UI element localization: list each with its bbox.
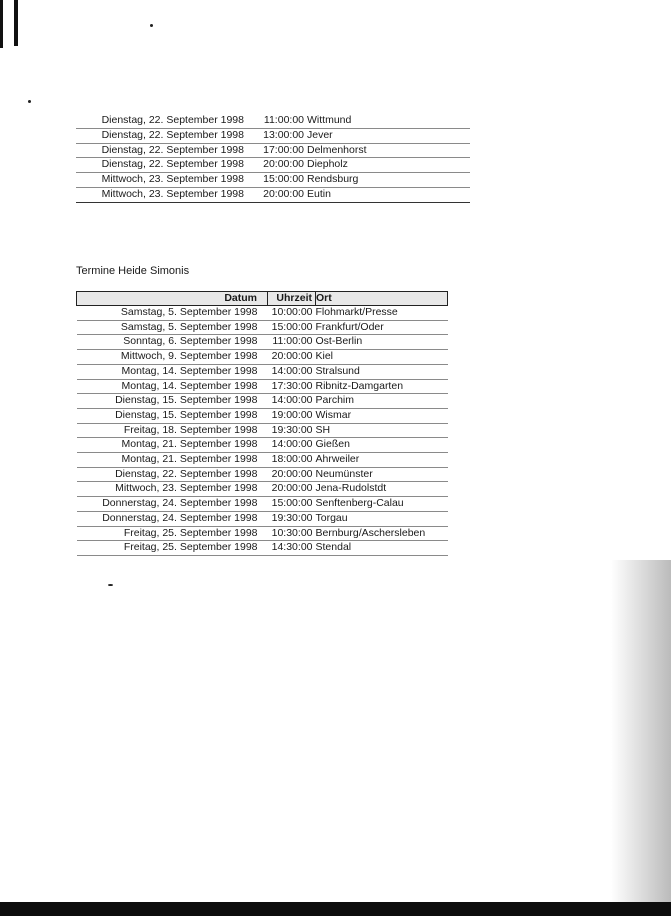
- place-cell: Frankfurt/Oder: [316, 320, 448, 335]
- table-row: [77, 497, 448, 512]
- date-cell: Samstag, 5. September 1998: [77, 320, 268, 335]
- table-row: [77, 482, 448, 497]
- time-cell: 11:00:00: [268, 335, 316, 350]
- table-row: [77, 394, 448, 409]
- date-cell: Donnerstag, 24. September 1998: [77, 511, 268, 526]
- place-cell: Rendsburg: [307, 173, 470, 188]
- place-cell: Delmenhorst: [307, 143, 470, 158]
- time-cell: 14:00:00: [268, 438, 316, 453]
- section-title: Termine Heide Simonis: [76, 265, 190, 277]
- place-cell: Ribnitz-Damgarten: [316, 379, 448, 394]
- scan-edge-mark: [14, 0, 18, 46]
- date-cell: Montag, 14. September 1998: [77, 379, 268, 394]
- time-cell: 19:30:00: [268, 511, 316, 526]
- place-cell: Stralsund: [316, 364, 448, 379]
- time-cell: 20:00:00: [256, 158, 307, 173]
- column-header-time: Uhrzeit: [268, 292, 316, 306]
- scan-speck: [150, 24, 153, 27]
- place-cell: Stendal: [316, 541, 448, 556]
- place-cell: Eutin: [307, 187, 470, 202]
- date-cell: Dienstag, 22. September 1998: [76, 158, 256, 173]
- place-cell: Torgau: [316, 511, 448, 526]
- table-row: [77, 541, 448, 556]
- place-cell: Diepholz: [307, 158, 470, 173]
- table-row: [76, 114, 470, 128]
- scan-speck: [28, 100, 31, 103]
- place-cell: Wismar: [316, 408, 448, 423]
- date-cell: Mittwoch, 9. September 1998: [77, 350, 268, 365]
- table-row: [76, 187, 470, 202]
- table-row: [76, 158, 470, 173]
- date-cell: Donnerstag, 24. September 1998: [77, 497, 268, 512]
- time-cell: 19:00:00: [268, 408, 316, 423]
- date-cell: Dienstag, 22. September 1998: [76, 128, 256, 143]
- time-cell: 20:00:00: [268, 350, 316, 365]
- place-cell: Flohmarkt/Presse: [316, 306, 448, 321]
- table-row: [77, 511, 448, 526]
- time-cell: 15:00:00: [256, 173, 307, 188]
- schedule-table-1: [76, 114, 470, 203]
- place-cell: Kiel: [316, 350, 448, 365]
- date-cell: Montag, 14. September 1998: [77, 364, 268, 379]
- table-row: [77, 423, 448, 438]
- place-cell: Jever: [307, 128, 470, 143]
- date-cell: Mittwoch, 23. September 1998: [76, 187, 256, 202]
- time-cell: 10:30:00: [268, 526, 316, 541]
- time-cell: 13:00:00: [256, 128, 307, 143]
- schedule-table-heide-simonis: [76, 291, 448, 556]
- time-cell: 10:00:00: [268, 306, 316, 321]
- time-cell: 20:00:00: [268, 482, 316, 497]
- place-cell: Neumünster: [316, 467, 448, 482]
- place-cell: Bernburg/Aschersleben: [316, 526, 448, 541]
- table-row: [77, 306, 448, 321]
- date-cell: Mittwoch, 23. September 1998: [77, 482, 268, 497]
- date-cell: Dienstag, 15. September 1998: [77, 394, 268, 409]
- date-cell: Montag, 21. September 1998: [77, 453, 268, 468]
- time-cell: 17:00:00: [256, 143, 307, 158]
- table-row: [77, 350, 448, 365]
- place-cell: Gießen: [316, 438, 448, 453]
- date-cell: Montag, 21. September 1998: [77, 438, 268, 453]
- date-cell: Sonntag, 6. September 1998: [77, 335, 268, 350]
- date-cell: Freitag, 25. September 1998: [77, 541, 268, 556]
- scan-edge-mark: [0, 0, 3, 48]
- date-cell: Dienstag, 22. September 1998: [76, 143, 256, 158]
- place-cell: Wittmund: [307, 114, 470, 128]
- place-cell: SH: [316, 423, 448, 438]
- date-cell: Samstag, 5. September 1998: [77, 306, 268, 321]
- date-cell: Dienstag, 22. September 1998: [76, 114, 256, 128]
- table-row: [77, 364, 448, 379]
- table-row: [77, 379, 448, 394]
- time-cell: 19:30:00: [268, 423, 316, 438]
- date-cell: Freitag, 25. September 1998: [77, 526, 268, 541]
- scan-bottom-edge: [0, 902, 671, 916]
- table-row: [76, 173, 470, 188]
- time-cell: 18:00:00: [268, 453, 316, 468]
- place-cell: Jena-Rudolstdt: [316, 482, 448, 497]
- time-cell: 14:30:00: [268, 541, 316, 556]
- date-cell: Freitag, 18. September 1998: [77, 423, 268, 438]
- scan-speck: [108, 584, 113, 586]
- time-cell: 14:00:00: [268, 394, 316, 409]
- time-cell: 20:00:00: [268, 467, 316, 482]
- table-row: [76, 143, 470, 158]
- date-cell: Dienstag, 15. September 1998: [77, 408, 268, 423]
- place-cell: Parchim: [316, 394, 448, 409]
- time-cell: 15:00:00: [268, 497, 316, 512]
- table-row: [77, 438, 448, 453]
- table-row: [77, 335, 448, 350]
- table-row: [77, 408, 448, 423]
- time-cell: 20:00:00: [256, 187, 307, 202]
- table-row: [76, 128, 470, 143]
- column-header-date: Datum: [77, 292, 268, 306]
- date-cell: Dienstag, 22. September 1998: [77, 467, 268, 482]
- time-cell: 15:00:00: [268, 320, 316, 335]
- table-row: [77, 467, 448, 482]
- time-cell: 11:00:00: [256, 114, 307, 128]
- table-header-row: [77, 292, 448, 306]
- table-row: [77, 526, 448, 541]
- date-cell: Mittwoch, 23. September 1998: [76, 173, 256, 188]
- place-cell: Ahrweiler: [316, 453, 448, 468]
- column-header-place: Ort: [316, 292, 448, 306]
- time-cell: 14:00:00: [268, 364, 316, 379]
- scan-shadow: [611, 560, 671, 902]
- table-row: [77, 453, 448, 468]
- place-cell: Senftenberg-Calau: [316, 497, 448, 512]
- table-row: [77, 320, 448, 335]
- time-cell: 17:30:00: [268, 379, 316, 394]
- place-cell: Ost-Berlin: [316, 335, 448, 350]
